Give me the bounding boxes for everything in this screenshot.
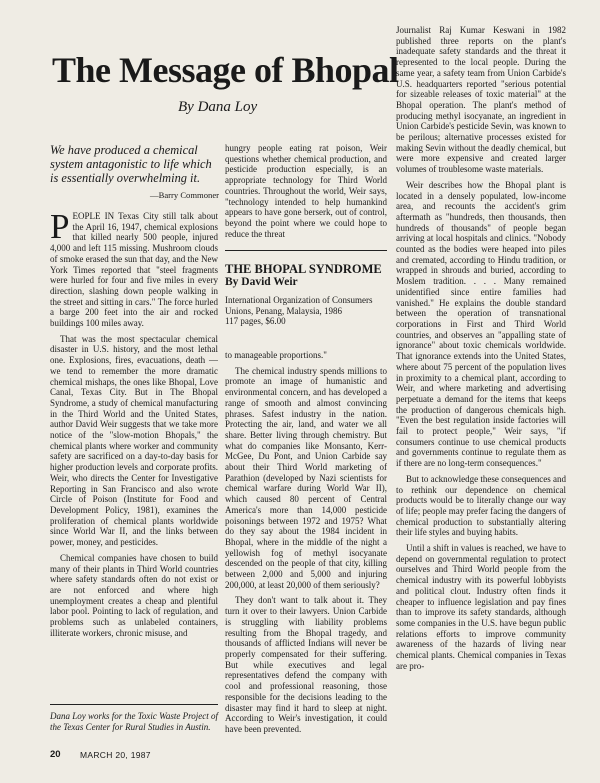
epigraph-quote: We have produced a chemical system antagonistic to life which is essentially overwhelming it. (50, 143, 212, 185)
author-footnote: Dana Loy works for the Toxic Waste Project of the Texas Center for Rural Studies in Austin. (50, 704, 218, 733)
column-2-bottom (225, 350, 387, 750)
article-title: The Message of Bhopal (52, 50, 399, 90)
paragraph: hungry people eating rat poison, Weir questions whether chemical production, and pesticide production especially, is an appropriate technology for Third World countries. Throughout the world, Weir says, "technology intended to help humankind appears to have gone berserk, out of control, beyond the point where we could hope to reduce the threat (225, 143, 387, 239)
epigraph-attribution: —Barry Commoner (150, 190, 219, 200)
page-number: 20 (50, 749, 61, 760)
drop-cap: P (50, 211, 70, 246)
review-book-author: By David Weir (225, 276, 298, 288)
review-details: 117 pages, $6.00 (225, 316, 286, 327)
column-3 (396, 25, 566, 777)
paragraph: Weir describes how the Bhopal plant is located in a densely populated, low-income area, and recounts the accident's grim aftermath as "hundreds, then thousands, then hundreds of thousands" of people began arriving at local hospitals and clinics. "Nobody counted as the bodies were heaped into piles and cremated, according to Hindu tradition, or wrapped in shrouds and buried, according to Moslem tradition. . . . Many remained unidentified since entire families had vanished." He explains the double standard between the operation of transnational corporations in First and Third World countries, and observes an "appalling state of ignorance" about toxic chemicals worldwide. That ignorance extends into the United States, where about 75 percent of the population lives in proximity to a chemical plant, according to Weir, and where marketing and advertising perpetuate a demand for the items that keeps the production of dangerous chemicals high. "Even the best regulation inside factories will fail to protect people," Weir says, "if consumers continue to use chemical products and governments continue to regulate them as if there are no long-term consequences." (396, 179, 566, 469)
book-review-box (225, 250, 387, 345)
article-byline: By Dana Loy (178, 99, 258, 115)
issue-date: MARCH 20, 1987 (80, 750, 151, 760)
paragraph: That was the most spectacular chemical disaster in U.S. history, and the most lethal one. Explosions, fires, evacuations, death — we tend to remember the more dramatic chemical mishaps, the ones like Bhopal, Love Canal, Texas City. But in The Bhopal Syndrome, a study of chemical manufacturing in the Third World and the United States, author David Weir suggests that we take more notice of the "slow-motion Bhopals," the chemical plants where worker and community safety are sacrificed on a day-to-day basis for higher production levels and corporate profits. Weir, who directs the Center for Investigative Reporting in San Francisco and also wrote Circle of Poison (Institute for Food and Development Policy, 1981), examines the proliferation of chemical plants worldwide since World War II, and the links between power, money, and pesticides. (50, 333, 218, 548)
paragraph: Until a shift in values is reached, we have to depend on governmental regulation to protect ourselves and Third World people from the chemical industry with its powerful lobbyists and political clout. Industry often finds it cheaper to influence legislation and pay fines than to improve its safety standards, although some companies in the U.S. have begun public relations efforts to improve community awareness of the hazards of living near chemical plants. Chemical companies in Texas are pro- (396, 543, 566, 671)
paragraph: Chemical companies have chosen to build many of their plants in Third World countries where safety standards often do not exist or are not enforced and where high unemployment creates a cheap and plentiful labor pool. Pointing to lack of regulation, and problems such as unlabeled containers, illiterate workers, chronic misuse, and (50, 552, 218, 638)
review-book-title: THE BHOPAL SYNDROME (225, 262, 382, 276)
paragraph: Journalist Raj Kumar Keswani in 1982 published three reports on the plant's inadequate safety standards and the threat it represented to the local people. During the same year, a safety team from Union Carbide's U.S. headquarters reported "serious potential for sizeable releases of toxic material" at the Bhopal operation. The plant's method of producing methyl isocyanate, an ingredient in Union Carbide's pesticide Sevin, was known to be perilous; alternative processes existed for making Sevin without the deadly chemical, but were more expensive and created larger volumes of troublesome waste materials. (396, 25, 566, 175)
column-2-top (225, 143, 387, 243)
column-1 (50, 211, 218, 686)
paragraph: But to acknowledge these consequences and to rethink our dependence on chemical products would be to literally change our way of life; people may prefer facing the dangers of chemical production to substantially altering their life styles and buying habits. (396, 473, 566, 538)
review-publisher: International Organization of Consumers Unions, Penang, Malaysia, 1986 (225, 295, 373, 316)
paragraph: to manageable proportions." (225, 350, 327, 360)
paragraph: They don't want to talk about it. They turn it over to their lawyers. Union Carbide is struggling with liability problems resulting from the Bhopal tragedy, and thousands of afflicted Indians will never be properly compensated for their suffering. But while executives and legal representatives defend the company with cool and professional reasoning, those responsible for the decisions leading to the disaster may find it hard to sleep at night. According to Weir's investigation, it could have been prevented. (225, 595, 387, 734)
lead-paragraph-text: EOPLE IN Texas City still talk about the April 16, 1947, chemical explosions that killed nearly 500 people, injured 4,000 and left 115 missing. Mushroom clouds of smoke erased the sun that day, and the New York Times reported that "steel fragments were hurled for four and five miles in every direction, slashing down people walking in the street and sitting in cars." The force hurled a barge 200 feet into the air and rocked buildings 100 miles away. (50, 211, 218, 329)
lead-paragraph (50, 211, 218, 329)
paragraph: The chemical industry spends millions to promote an image of humanistic and environmental concern, and has developed a range of smooth and almost convincing phrases. Safest industry in the nation. Protecting the air, land, and water we all share. Better living through chemistry. But what do companies like Monsanto, Kerr-McGee, Du Pont, and Union Carbide say about their Third World marketing of Parathion (developed by Nazi scientists for chemical warfare during World War II), which caused 80 percent of Central America's more than 14,000 pesticide poisonings between 1972 and 1975? What do they say about the 1984 incident in Bhopal, where in the middle of the night a yellowish fog of methyl isocyanate descended on the people of that city, killing between 2,000 and 5,000 and injuring 200,000, at least 20,000 of them seriously? (225, 365, 387, 590)
